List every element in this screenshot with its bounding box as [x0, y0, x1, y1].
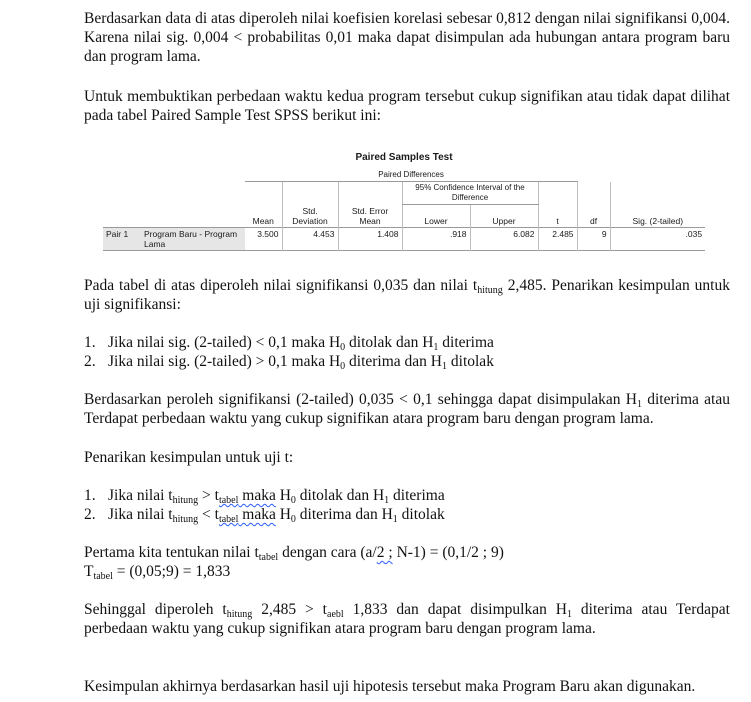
significance-criteria-list	[84, 333, 730, 371]
cell-upper: 6.082	[470, 227, 538, 250]
cell-sig: .035	[610, 227, 705, 250]
col-std-deviation: Std. Deviation	[282, 205, 338, 228]
col-mean: Mean	[252, 215, 274, 226]
table-row	[103, 227, 705, 250]
list-item: 1. Jika nilai sig. (2-tailed) < 0,1 maka $H_0$ ditolak dan $H_1$ diterima	[84, 334, 494, 353]
paragraph-correlation: Berdasarkan data di atas diperoleh nilai koefisien korelasi sebesar 0,812 dengan nilai signifikansi 0,004. Karena nilai sig. 0,004 < probabilitas 0,01 maka dapat disimpulan ada hubungan antara program baru dan program lama.	[84, 10, 730, 65]
list-item: 1. Jika nilai $t_{hitung} > t_{tabel}$ maka $H_0$ ditolak dan $H_1$ diterima	[84, 487, 445, 506]
paired-samples-test-table	[103, 152, 705, 251]
cell-mean: 3.500	[257, 228, 279, 239]
ci-header: 95% Confidence Interval of the Difference	[402, 182, 538, 205]
table-title: Paired Samples Test	[355, 152, 453, 163]
paragraph-t-conclusion: Sehinggal diperoleh $t_{hitung}$ $2,485 > t_{aebl}$ 1,833 dan dapat disimpulkan $H_1$ diterima atau Terdapat perbedaan waktu yang cukup signifikan atara program baru dengan program lama.	[84, 601, 730, 637]
row-pair-label: Pair 1	[103, 227, 141, 250]
paragraph-final-conclusion: Kesimpulan akhirnya berdasarkan hasil uji hipotesis tersebut maka Program Baru akan digunakan.	[84, 678, 696, 695]
col-df: df	[577, 205, 610, 228]
col-upper: Upper	[470, 205, 538, 228]
cell-lower: .918	[402, 227, 470, 250]
paragraph-significance: Pada tabel di atas diperoleh nilai signifikansi 0,035 dan nilai $t_{hitung}$ 2,485. Penarikan kesimpulan untuk uji signifikansi:	[84, 277, 730, 313]
t-table-formula: Pertama kita tentukan nilai $t_{tabel}$ dengan cara (a/2 ; N-1) = (0,1/2 ; 9)	[84, 544, 504, 563]
paragraph-intro-table: Untuk membuktikan perbedaan waktu kedua program tersebut cukup signifikan atau tidak dapat dilihat pada tabel Paired Sample Test SPSS berikut ini:	[84, 88, 730, 124]
list-item: 2. Jika nilai $t_{hitung} < t_{tabel}$ maka $H_0$ diterima dan $H_1$ ditolak	[84, 506, 445, 525]
list-item: 2. Jika nilai sig. (2-tailed) > 0,1 maka $H_0$ diterima dan $H_1$ ditolak	[84, 353, 494, 372]
paragraph-significance-conclusion: Berdasarkan peroleh signifikansi (2-tailed) 0,035 < 0,1 sehingga dapat disimpulakan $H_1$ diterima atau Terdapat perbedaan waktu yang cukup signifikan atara program baru dengan program lama.	[84, 391, 730, 427]
cell-df: 9	[577, 227, 610, 250]
paragraph-t-test-heading: Penarikan kesimpulan untuk uji t:	[84, 449, 294, 466]
col-std-error-mean: Std. Error Mean	[338, 205, 402, 228]
col-sig: Sig. (2-tailed)	[610, 205, 705, 228]
t-table-value: $T_{tabel}$ = (0,05;9) = 1,833	[84, 563, 231, 582]
t-test-criteria-list	[84, 486, 730, 524]
paired-differences-header: Paired Differences	[245, 169, 577, 182]
cell-t: 2.485	[538, 227, 577, 250]
cell-std-deviation: 4.453	[282, 227, 338, 250]
paragraph-t-table	[84, 543, 730, 581]
cell-std-error: 1.408	[338, 227, 402, 250]
col-lower: Lower	[402, 205, 470, 228]
row-label: Program Baru - Program Lama	[141, 227, 245, 250]
col-t: t	[538, 205, 577, 228]
